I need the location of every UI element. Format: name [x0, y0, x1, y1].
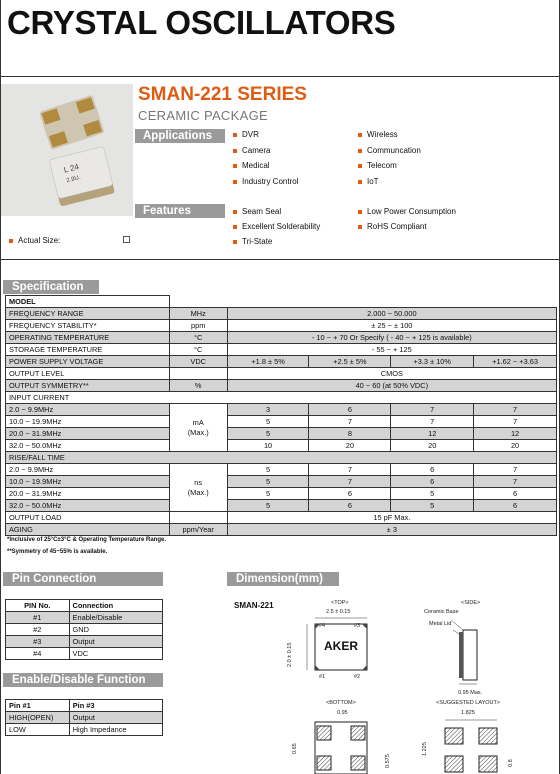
spec-value: 5 [391, 500, 474, 512]
spec-value: 7 [309, 464, 391, 476]
table-row [6, 648, 163, 660]
spec-name: OUTPUT LOAD [6, 512, 170, 524]
bottom-pad-height-dim: 0.65 [292, 743, 298, 754]
specification-table [5, 295, 557, 536]
spec-value: 7 [474, 464, 557, 476]
table-row [6, 712, 163, 724]
spec-name: 20.0 ~ 31.9MHz [6, 428, 170, 440]
table-row [6, 404, 557, 416]
ceramic-base-label: Ceramic Base [424, 609, 459, 615]
spec-value: 5 [227, 428, 309, 440]
spec-name: OPERATING TEMPERATURE [6, 332, 170, 344]
spec-value: 6 [474, 500, 557, 512]
spec-value: CMOS [227, 368, 556, 380]
model-label: MODEL [6, 296, 170, 308]
chip-marking: AKER [324, 639, 359, 653]
spec-value: 5 [227, 500, 309, 512]
spec-value: 5 [227, 476, 309, 488]
spec-value: 5 [227, 488, 309, 500]
spec-name: OUTPUT LEVEL [6, 368, 170, 380]
spec-name: POWER SUPPLY VOLTAGE [6, 356, 170, 368]
app-item-wireless: Wireless [358, 130, 398, 139]
spec-name: 20.0 ~ 31.9MHz [6, 488, 170, 500]
pin-number: #1 [6, 612, 70, 624]
spec-value: 6 [309, 404, 391, 416]
spec-value: 3 [227, 404, 309, 416]
table-row [6, 500, 557, 512]
spec-value: 7 [391, 404, 474, 416]
spec-value: - 55 ~ + 125 [227, 344, 556, 356]
table-row [6, 700, 163, 712]
column-header: PIN No. [6, 600, 70, 612]
table-row [6, 512, 557, 524]
table-row [6, 356, 557, 368]
pin1-label: #1 [319, 674, 326, 680]
spec-name: AGING [6, 524, 170, 536]
spec-value: +3.3 ± 10% [391, 356, 474, 368]
spec-name: FREQUENCY RANGE [6, 308, 170, 320]
table-row [6, 600, 163, 612]
bottom-view-drawing-icon [301, 716, 381, 774]
spec-value: 7 [309, 476, 391, 488]
table-row [6, 320, 557, 332]
app-item-communcation: Communcation [358, 146, 421, 155]
spec-name: OUTPUT SYMMETRY** [6, 380, 170, 392]
spec-unit: °C [169, 332, 227, 344]
enable-disable-table [5, 699, 163, 736]
spec-value: 2.000 ~ 50.000 [227, 308, 556, 320]
feature-item-tri-state: Tri-State [233, 237, 272, 246]
pin-number: #3 [6, 636, 70, 648]
feature-item-low-power: Low Power Consumption [358, 207, 456, 216]
table-row [6, 612, 163, 624]
applications-heading: Applications [135, 129, 225, 143]
spec-name: 2.0 ~ 9.9MHz [6, 404, 170, 416]
side-height-dim: 0.95 Max. [458, 690, 483, 696]
table-row [6, 452, 557, 464]
pin-connection-table [5, 599, 163, 660]
bottom-view-label: <BOTTOM> [326, 700, 356, 706]
pin4-label: #4 [319, 623, 326, 629]
pin-connection-heading: Pin Connection [3, 572, 163, 586]
dimension-heading: Dimension(mm) [227, 572, 339, 586]
spec-value: 15 pF Max. [227, 512, 556, 524]
svg-text:L 24: L 24 [62, 162, 80, 175]
feature-item-rohs: RoHS Compliant [358, 222, 427, 231]
spec-value: 6 [474, 488, 557, 500]
spec-value: +2.5 ± 5% [309, 356, 391, 368]
specification-heading: Specification [3, 280, 99, 294]
spec-value: ± 3 [227, 524, 556, 536]
suggested-layout-drawing-icon [431, 718, 511, 774]
footnote-symmetry: **Symmetry of 45~55% is available. [7, 549, 108, 555]
oscillator-photo-icon [1, 84, 133, 216]
pin2-label: #2 [354, 674, 361, 680]
pin-function: Output [69, 636, 162, 648]
package-type: CERAMIC PACKAGE [138, 108, 268, 123]
app-item-camera: Camera [233, 146, 270, 155]
spec-value: 40 ~ 60 (at 50% VDC) [227, 380, 556, 392]
app-item-industry-control: Industry Control [233, 177, 298, 186]
table-row [6, 624, 163, 636]
pin-function: Enable/Disable [69, 612, 162, 624]
table-row [6, 488, 557, 500]
table-row [6, 416, 557, 428]
app-item-medical: Medical [233, 161, 270, 170]
table-row [6, 368, 557, 380]
table-row [6, 308, 557, 320]
spec-name: FREQUENCY STABILITY* [6, 320, 170, 332]
spec-name: 2.0 ~ 9.9MHz [6, 464, 170, 476]
table-row [6, 636, 163, 648]
spec-value: 20 [474, 440, 557, 452]
page-title: CRYSTAL OSCILLATORS [7, 4, 396, 41]
spec-value: 20 [391, 440, 474, 452]
bottom-pad-gap-dim: 0.575 [385, 754, 391, 768]
spec-unit: VDC [169, 356, 227, 368]
spec-name: 32.0 ~ 50.0MHz [6, 500, 170, 512]
spec-value: 7 [309, 416, 391, 428]
spec-value: - 10 ~ + 70 Or Specify ( - 40 ~ + 125 is available) [227, 332, 556, 344]
suggested-layout-label: <SUGGESTED LAYOUT> [436, 700, 501, 706]
side-view-label: <SIDE> [461, 600, 481, 606]
product-photo [1, 84, 133, 216]
table-row [6, 440, 557, 452]
pin-number: #2 [6, 624, 70, 636]
spec-unit: ppm/Year [169, 524, 227, 536]
dimension-model: SMAN-221 [234, 601, 274, 610]
spec-value: 7 [474, 404, 557, 416]
table-row [6, 476, 557, 488]
spec-name: 32.0 ~ 50.0MHz [6, 440, 170, 452]
top-width-dim: 2.5 ± 0.15 [326, 609, 351, 615]
pin-function: GND [69, 624, 162, 636]
spec-name: INPUT CURRENT [6, 392, 557, 404]
table-row [6, 464, 557, 476]
column-header: Pin #1 [6, 700, 70, 712]
features-heading: Features [135, 204, 225, 218]
table-row [6, 296, 557, 308]
spec-name: 10.0 ~ 19.9MHz [6, 416, 170, 428]
top-view-label: <TOP> [331, 600, 349, 606]
table-row [6, 380, 557, 392]
spec-name: STORAGE TEMPERATURE [6, 344, 170, 356]
spec-value: 7 [474, 476, 557, 488]
spec-value: 5 [391, 488, 474, 500]
table-row [6, 392, 557, 404]
spec-value: 20 [309, 440, 391, 452]
spec-value: 5 [227, 416, 309, 428]
pin-result: High Impedance [69, 724, 162, 736]
spec-unit: ns (Max.) [169, 464, 227, 512]
spec-name: 10.0 ~ 19.9MHz [6, 476, 170, 488]
enable-disable-heading: Enable/Disable Function [3, 673, 163, 687]
top-height-dim: 2.0 ± 0.15 [287, 642, 293, 667]
spec-unit: ppm [169, 320, 227, 332]
pin3-label: #3 [354, 623, 361, 629]
pin-state: HIGH(OPEN) [6, 712, 70, 724]
spec-value: 12 [391, 428, 474, 440]
pin-state: LOW [6, 724, 70, 736]
pin-number: #4 [6, 648, 70, 660]
spec-unit: MHz [169, 308, 227, 320]
spec-value: ± 25 ~ ± 100 [227, 320, 556, 332]
table-row [6, 344, 557, 356]
spec-name: RISE/FALL TIME [6, 452, 557, 464]
spec-value: 8 [309, 428, 391, 440]
column-header: Connection [69, 600, 162, 612]
app-item-telecom: Telecom [358, 161, 397, 170]
spec-value: 6 [391, 476, 474, 488]
column-header: Pin #3 [69, 700, 162, 712]
spec-unit: °C [169, 344, 227, 356]
series-title: SMAN-221 SERIES [138, 84, 307, 105]
feature-item-solderability: Excellent Solderability [233, 222, 320, 231]
actual-size-chip-icon [123, 236, 130, 243]
table-row [6, 428, 557, 440]
spec-value: 6 [309, 488, 391, 500]
pin-function: VDC [69, 648, 162, 660]
bottom-pad-width-dim: 0.95 [337, 710, 348, 716]
table-row [6, 524, 557, 536]
app-item-iot: IoT [358, 177, 379, 186]
feature-item-seam-seal: Seam Seal [233, 207, 281, 216]
spec-value: 7 [391, 416, 474, 428]
layout-width-dim: 1.825 [461, 710, 475, 716]
spec-unit: mA (Max.) [169, 404, 227, 452]
spec-value: 7 [474, 416, 557, 428]
spec-value: 6 [391, 464, 474, 476]
app-item-dvr: DVR [233, 130, 259, 139]
spec-value: 5 [227, 464, 309, 476]
layout-height-dim: 1.225 [422, 742, 428, 756]
table-row [6, 332, 557, 344]
footnote-stability: *Inclusive of 25°C±3°C & Operating Temperature Range. [7, 537, 167, 543]
actual-size-label: Actual Size: [9, 236, 60, 245]
table-row [6, 724, 163, 736]
metal-lid-label: Metal Lid [429, 621, 452, 627]
title-rule [1, 76, 560, 77]
svg-text:2.9U.: 2.9U. [65, 174, 82, 185]
layout-pad-dim: 0.8 [508, 759, 514, 767]
spec-value: +1.62 ~ +3.63 [474, 356, 557, 368]
pin-result: Output [69, 712, 162, 724]
side-view-drawing-icon [441, 616, 501, 688]
spec-value: 6 [309, 500, 391, 512]
section-rule [1, 259, 560, 260]
spec-value: 10 [227, 440, 309, 452]
spec-unit: % [169, 380, 227, 392]
spec-value: +1.8 ± 5% [227, 356, 309, 368]
spec-value: 12 [474, 428, 557, 440]
